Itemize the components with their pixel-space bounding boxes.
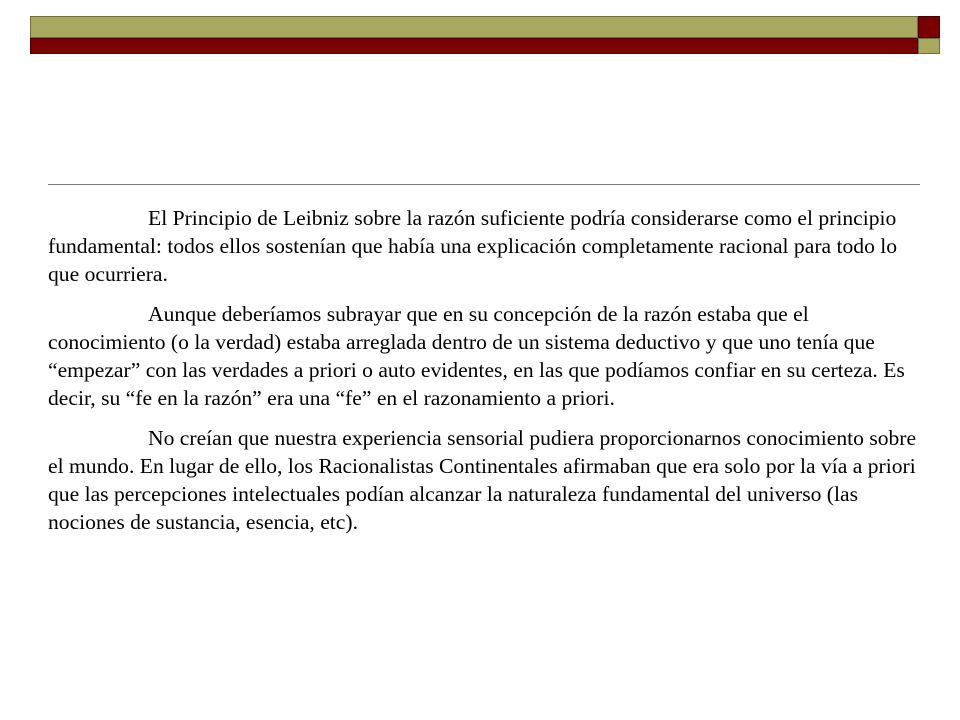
header-bar-olive <box>30 16 918 38</box>
paragraph-racionalistas: No creían que nuestra experiencia sensorial pudiera proporcionarnos conocimiento sobre el mundo. En lugar de ello, los Racionalistas Continentales afirmaban que era solo por la vía a priori que las percepciones intelectuales podían alcanzar la naturaleza fundamental del universo (las nociones de sustancia, esencia, etc). <box>48 426 917 534</box>
slide-body <box>48 204 918 548</box>
paragraph-leibniz: El Principio de Leibniz sobre la razón suficiente podría considerarse como el principio fundamental: todos ellos sostenían que había una explicación completamente racional para todo lo que ocurriera. <box>48 206 898 286</box>
header-square-red <box>918 16 940 38</box>
paragraph-a-priori: Aunque deberíamos subrayar que en su concepción de la razón estaba que el conocimiento (o la verdad) estaba arreglada dentro de un sistema deductivo y que uno tenía que “empezar” con las verdades a priori o auto evidentes, en las que podíamos confiar en su certeza. Es decir, su “fe en la razón” era una “fe” en el razonamiento a priori. <box>48 302 905 410</box>
title-divider <box>48 184 920 185</box>
header-bar-red <box>30 38 918 54</box>
header-square-olive <box>918 38 940 54</box>
